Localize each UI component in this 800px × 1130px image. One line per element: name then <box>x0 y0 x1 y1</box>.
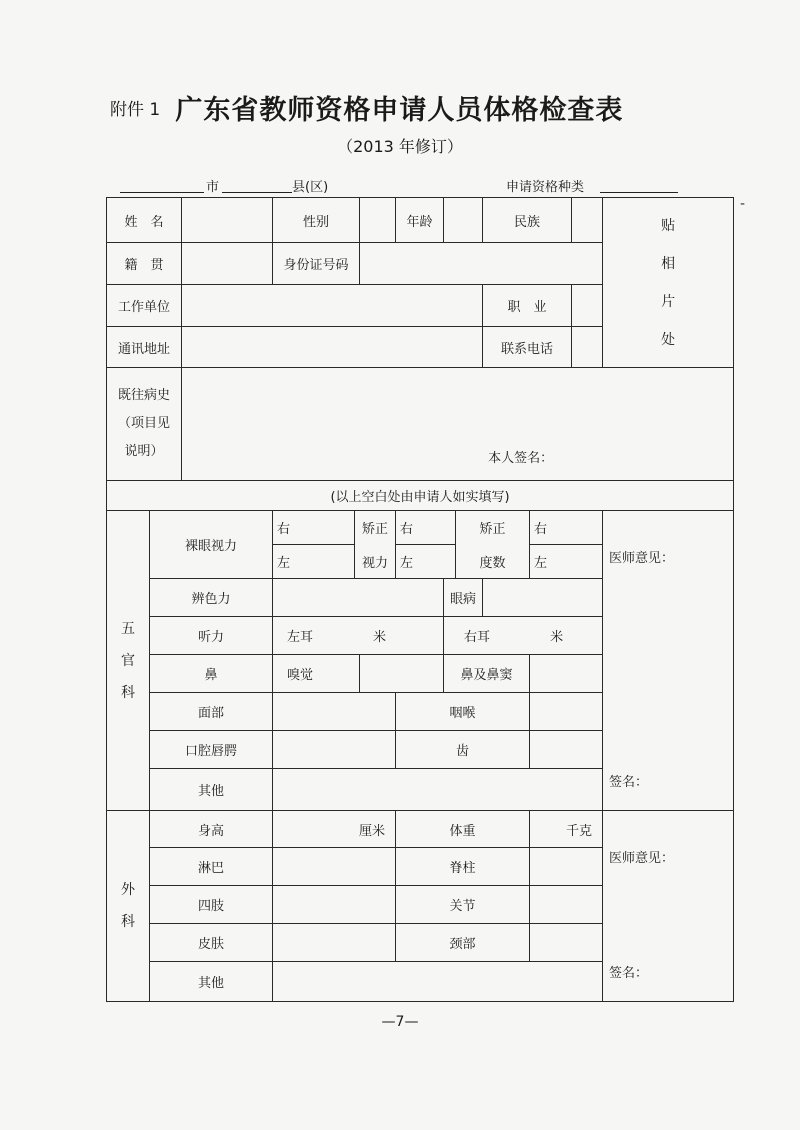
teeth-label: 齿 <box>396 731 530 769</box>
ent-char-1: 五 <box>121 620 135 637</box>
name-label: 姓 名 <box>107 198 182 243</box>
joints-field[interactable] <box>530 886 603 924</box>
left-ear-label: 左耳 <box>287 630 314 645</box>
ethnicity-field[interactable] <box>572 198 603 243</box>
skin-label: 皮肤 <box>150 924 273 962</box>
photo-char-4: 处 <box>661 331 676 348</box>
cert-type-label: 申请资格种类 <box>506 180 585 195</box>
oral-field[interactable] <box>273 731 396 769</box>
corrected-vision-label <box>355 511 396 579</box>
throat-field[interactable] <box>530 693 603 731</box>
address-field[interactable] <box>182 327 483 368</box>
teeth-field[interactable] <box>530 731 603 769</box>
corrected-vision-line-2: 视力 <box>362 556 389 571</box>
surgery-section-label <box>107 811 150 1002</box>
surgery-signature-label: 签名： <box>609 966 649 981</box>
correction-degree-line-1: 矫正 <box>479 522 506 537</box>
surgery-other-field[interactable] <box>273 962 603 1002</box>
face-field[interactable] <box>273 693 396 731</box>
skin-field[interactable] <box>273 924 396 962</box>
native-place-field[interactable] <box>182 243 273 285</box>
city-label: 市 <box>206 180 220 195</box>
page-number: —7— <box>381 1014 419 1030</box>
photo-char-1: 贴 <box>661 217 676 234</box>
ent-other-field[interactable] <box>273 769 603 811</box>
photo-area[interactable] <box>603 198 734 368</box>
eye-disease-field[interactable] <box>483 579 603 617</box>
ethnicity-label: 民族 <box>483 198 572 243</box>
row-height <box>107 811 734 848</box>
right-ear-label: 右耳 <box>464 630 491 645</box>
phone-label: 联系电话 <box>483 327 572 368</box>
city-blank[interactable] <box>120 178 204 193</box>
color-vision-field[interactable] <box>273 579 444 617</box>
row-medical-history <box>107 368 734 481</box>
lymph-field[interactable] <box>273 848 396 886</box>
spine-field[interactable] <box>530 848 603 886</box>
age-label: 年龄 <box>396 198 444 243</box>
sinus-label: 鼻及鼻窦 <box>444 655 530 693</box>
attachment-label: 附件 1 <box>110 100 161 120</box>
weight-field[interactable] <box>530 811 603 848</box>
county-blank[interactable] <box>222 178 292 193</box>
correction-degree-right-label: 右 <box>530 511 603 545</box>
right-ear-field[interactable] <box>444 617 603 655</box>
height-field[interactable] <box>273 811 396 848</box>
face-label: 面部 <box>150 693 273 731</box>
correction-degree-label <box>456 511 530 579</box>
physical-exam-form <box>106 197 734 1002</box>
document-heading <box>110 88 623 127</box>
hearing-label: 听力 <box>150 617 273 655</box>
surgery-char-1: 外 <box>121 882 135 898</box>
naked-vision-right-label: 右 <box>273 511 355 545</box>
height-unit: 厘米 <box>359 823 386 839</box>
height-label: 身高 <box>150 811 273 848</box>
ent-doctor-opinion-cell[interactable] <box>603 511 734 811</box>
correction-degree-line-2: 度数 <box>479 556 506 571</box>
surgery-char-2: 科 <box>121 914 135 930</box>
smell-label: 嗅觉 <box>273 655 360 693</box>
sinus-field[interactable] <box>530 655 603 693</box>
right-ear-unit: 米 <box>550 630 564 645</box>
medical-history-field[interactable] <box>182 368 734 481</box>
weight-label: 体重 <box>396 811 530 848</box>
county-label: 县(区) <box>292 180 329 195</box>
left-ear-field[interactable] <box>273 617 444 655</box>
id-number-label: 身份证号码 <box>273 243 360 285</box>
surgery-doctor-opinion-label: 医师意见： <box>609 851 675 866</box>
work-unit-label: 工作单位 <box>107 285 182 327</box>
row-fill-note <box>107 481 734 511</box>
corrected-vision-line-1: 矫正 <box>362 522 389 537</box>
neck-label: 颈部 <box>396 924 530 962</box>
naked-vision-label: 裸眼视力 <box>150 511 273 579</box>
history-line-1: 既往病史 <box>118 388 171 403</box>
eye-disease-label: 眼病 <box>444 579 483 617</box>
smell-field[interactable] <box>360 655 444 693</box>
fill-note: (以上空白处由申请人如实填写) <box>107 481 734 511</box>
address-label: 通讯地址 <box>107 327 182 368</box>
gender-label: 性别 <box>273 198 360 243</box>
ent-section-label <box>107 511 150 811</box>
nose-label: 鼻 <box>150 655 273 693</box>
self-signature-label: 本人签名： <box>488 451 554 466</box>
corrected-vision-left-label: 左 <box>396 545 456 579</box>
naked-vision-left-label: 左 <box>273 545 355 579</box>
gender-field[interactable] <box>360 198 396 243</box>
oral-label: 口腔唇腭 <box>150 731 273 769</box>
work-unit-field[interactable] <box>182 285 483 327</box>
surgery-other-label: 其他 <box>150 962 273 1002</box>
color-vision-label: 辨色力 <box>150 579 273 617</box>
occupation-label: 职 业 <box>483 285 572 327</box>
occupation-field[interactable] <box>572 285 603 327</box>
ent-char-2: 官 <box>121 652 135 669</box>
throat-label: 咽喉 <box>396 693 530 731</box>
row-name <box>107 198 734 243</box>
ent-char-3: 科 <box>121 684 135 701</box>
revision-subtitle: （2013 年修订） <box>337 137 463 156</box>
corrected-vision-right-label: 右 <box>396 511 456 545</box>
limbs-label: 四肢 <box>150 886 273 924</box>
ent-other-label: 其他 <box>150 769 273 811</box>
weight-unit: 千克 <box>566 823 593 839</box>
id-number-field[interactable] <box>360 243 603 285</box>
form-title: 广东省教师资格申请人员体格检查表 <box>175 95 624 126</box>
name-field[interactable] <box>182 198 273 243</box>
age-field[interactable] <box>444 198 483 243</box>
phone-field[interactable] <box>572 327 603 368</box>
neck-field[interactable] <box>530 924 603 962</box>
lymph-label: 淋巴 <box>150 848 273 886</box>
ent-doctor-opinion-label: 医师意见： <box>609 551 675 566</box>
photo-char-2: 相 <box>661 255 676 272</box>
medical-history-label <box>107 368 182 481</box>
cert-type-blank[interactable] <box>600 178 678 193</box>
limbs-field[interactable] <box>273 886 396 924</box>
row-vision-right <box>107 511 734 545</box>
ent-signature-label: 签名： <box>609 775 649 790</box>
history-line-2: （项目见 <box>118 416 171 431</box>
photo-char-3: 片 <box>661 293 676 310</box>
left-ear-unit: 米 <box>373 630 387 645</box>
surgery-doctor-opinion-cell[interactable] <box>603 811 734 1002</box>
scan-mark: - <box>740 196 746 212</box>
joints-label: 关节 <box>396 886 530 924</box>
spine-label: 脊柱 <box>396 848 530 886</box>
history-line-3: 说明） <box>124 444 164 459</box>
native-place-label: 籍 贯 <box>107 243 182 285</box>
correction-degree-left-label: 左 <box>530 545 603 579</box>
